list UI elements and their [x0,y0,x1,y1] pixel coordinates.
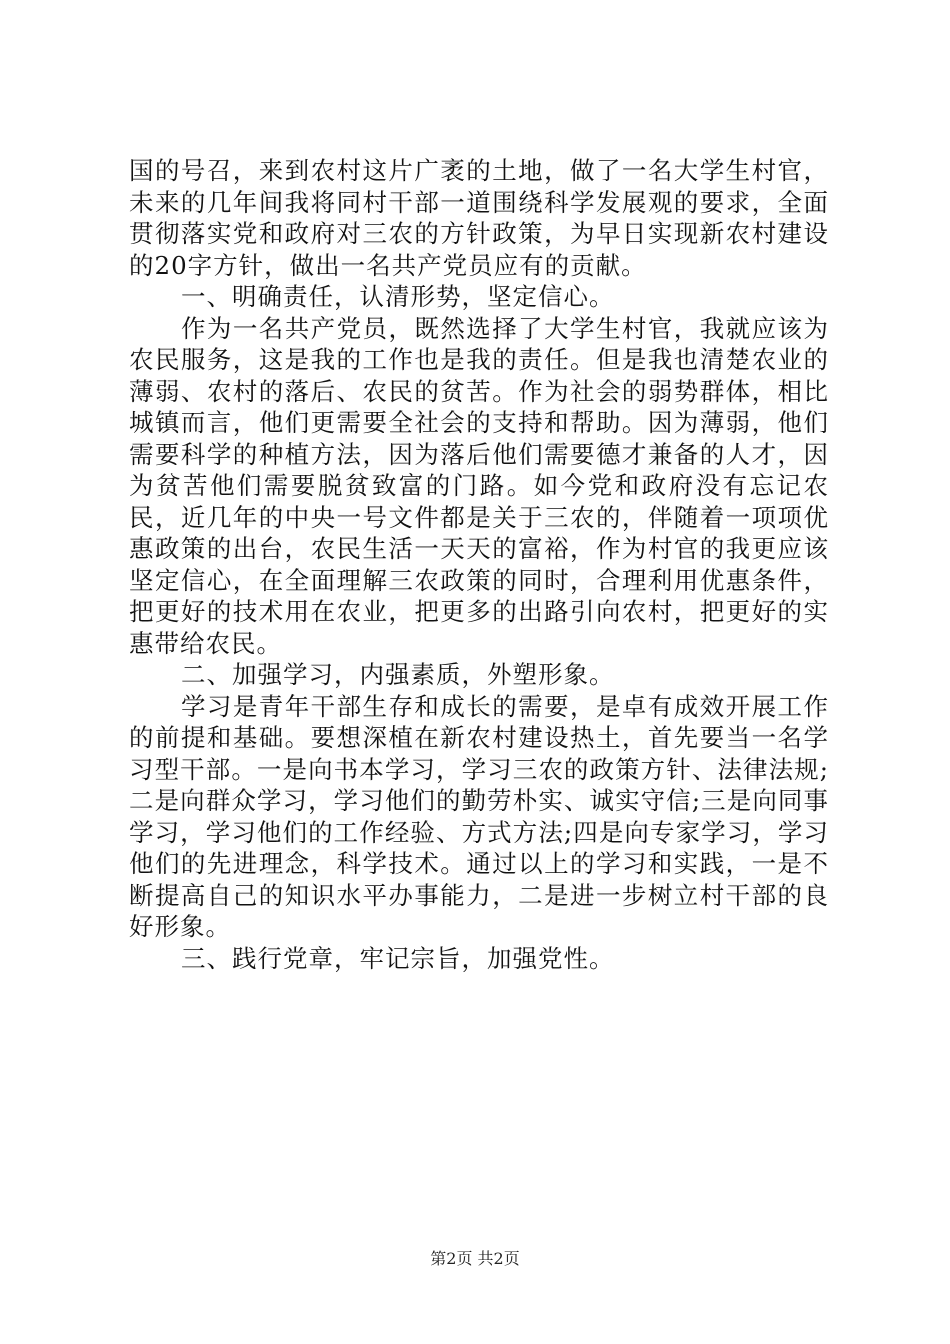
page-number-label: 第2页 共2页 [430,1249,520,1268]
section-heading-1: 一、明确责任，认清形势，坚定信心。 [181,282,615,311]
paragraph-responsibility: 作为一名共产党员，既然选择了大学生村官，我就应该为农民服务，这是我的工作也是我的责任。但是我也清楚农业的薄弱、农村的落后、农民的贫苦。作为社会的弱势群体，相比城镇而言，他们更需要全社会的支持和帮助。因为薄弱，他们需要科学的种植方法，因为落后他们需要德才兼备的人才，因为贫苦他们需要脱贫致富的门路。如今党和政府没有忘记农民，近几年的中央一号文件都是关于三农的，伴随着一项项优惠政策的出台，农民生活一天天的富裕，作为村官的我更应该坚定信心，在全面理解三农政策的同时，合理利用优惠条件，把更好的技术用在农业，把更多的出路引向农村，把更好的实惠带给农民。 [129,313,829,658]
document-body [129,155,829,974]
section-heading-2: 二、加强学习，内强素质，外塑形象。 [181,660,615,689]
section-heading-3: 三、践行党章，牢记宗旨，加强党性。 [181,943,615,973]
paragraph-learning: 学习是青年干部生存和成长的需要，是卓有成效开展工作的前提和基础。要想深植在新农村建设热土，首先要当一名学习型干部。一是向书本学习，学习三农的政策方针、法律法规;二是向群众学习，学习他们的勤劳朴实、诚实守信;三是向同事学习，学习他们的工作经验、方式方法;四是向专家学习，学习他们的先进理念，科学技术。通过以上的学习和实践，一是不断提高自己的知识水平办事能力，二是进一步树立村干部的良好形象。 [129,691,829,941]
paragraph-continuation: 国的号召，来到农村这片广袤的土地，做了一名大学生村官，未来的几年间我将同村干部一道围绕科学发展观的要求，全面贯彻落实党和政府对三农的方针政策，为早日实现新农村建设的20字方针，做出一名共产党员应有的贡献。 [129,156,829,280]
page-footer [0,1249,950,1269]
